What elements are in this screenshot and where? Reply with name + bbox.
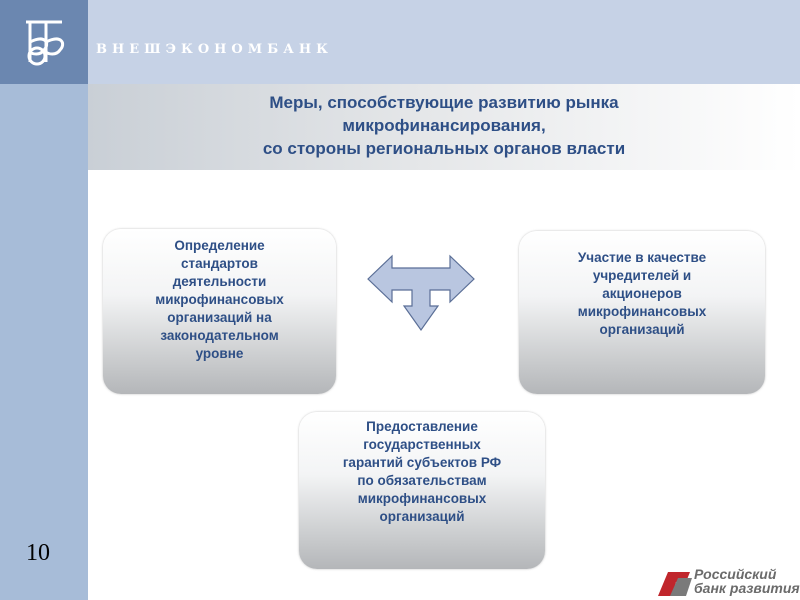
box-line: Предоставление: [366, 419, 478, 434]
box-line: по обязательствам: [357, 473, 487, 488]
left-sidebar: [0, 0, 88, 600]
title-line: микрофинансирования,: [342, 116, 546, 135]
box-participation: [519, 231, 765, 394]
box-line: организаций: [599, 322, 685, 337]
box-line: государственных: [363, 437, 481, 452]
box-guarantees: [299, 412, 545, 569]
box-line: акционеров: [602, 286, 682, 301]
page-number: 10: [26, 540, 50, 566]
box-line: организаций на: [167, 310, 272, 325]
box-line: уровне: [195, 346, 244, 361]
footer-line: банк развития: [694, 580, 800, 596]
title-line: со стороны региональных органов власти: [262, 139, 626, 158]
logo-box: [0, 0, 88, 84]
box-line: учредителей и: [592, 268, 692, 283]
title-line: Меры, способствующие развитию рынка: [269, 93, 619, 112]
box-line: организаций: [379, 509, 465, 524]
footer-line: Российский: [694, 566, 777, 582]
box-line: законодательном: [160, 328, 279, 343]
box-line: деятельности: [172, 274, 267, 289]
brand-name: ВНЕШЭКОНОМБАНК: [96, 42, 333, 57]
box-line: стандартов: [181, 256, 258, 271]
box-line: микрофинансовых: [357, 491, 487, 506]
box-line: микрофинансовых: [577, 304, 707, 319]
footer-brand: [694, 567, 800, 595]
box-line: гарантий субъектов РФ: [342, 455, 502, 470]
page-title: [88, 91, 800, 160]
three-way-arrow-icon: [366, 252, 476, 332]
box-line: микрофинансовых: [155, 292, 284, 307]
box-line: Участие в качестве: [577, 250, 707, 265]
veb-monogram-icon: [16, 14, 74, 70]
box-line: Определение: [174, 238, 265, 253]
box-standards: [103, 229, 336, 394]
